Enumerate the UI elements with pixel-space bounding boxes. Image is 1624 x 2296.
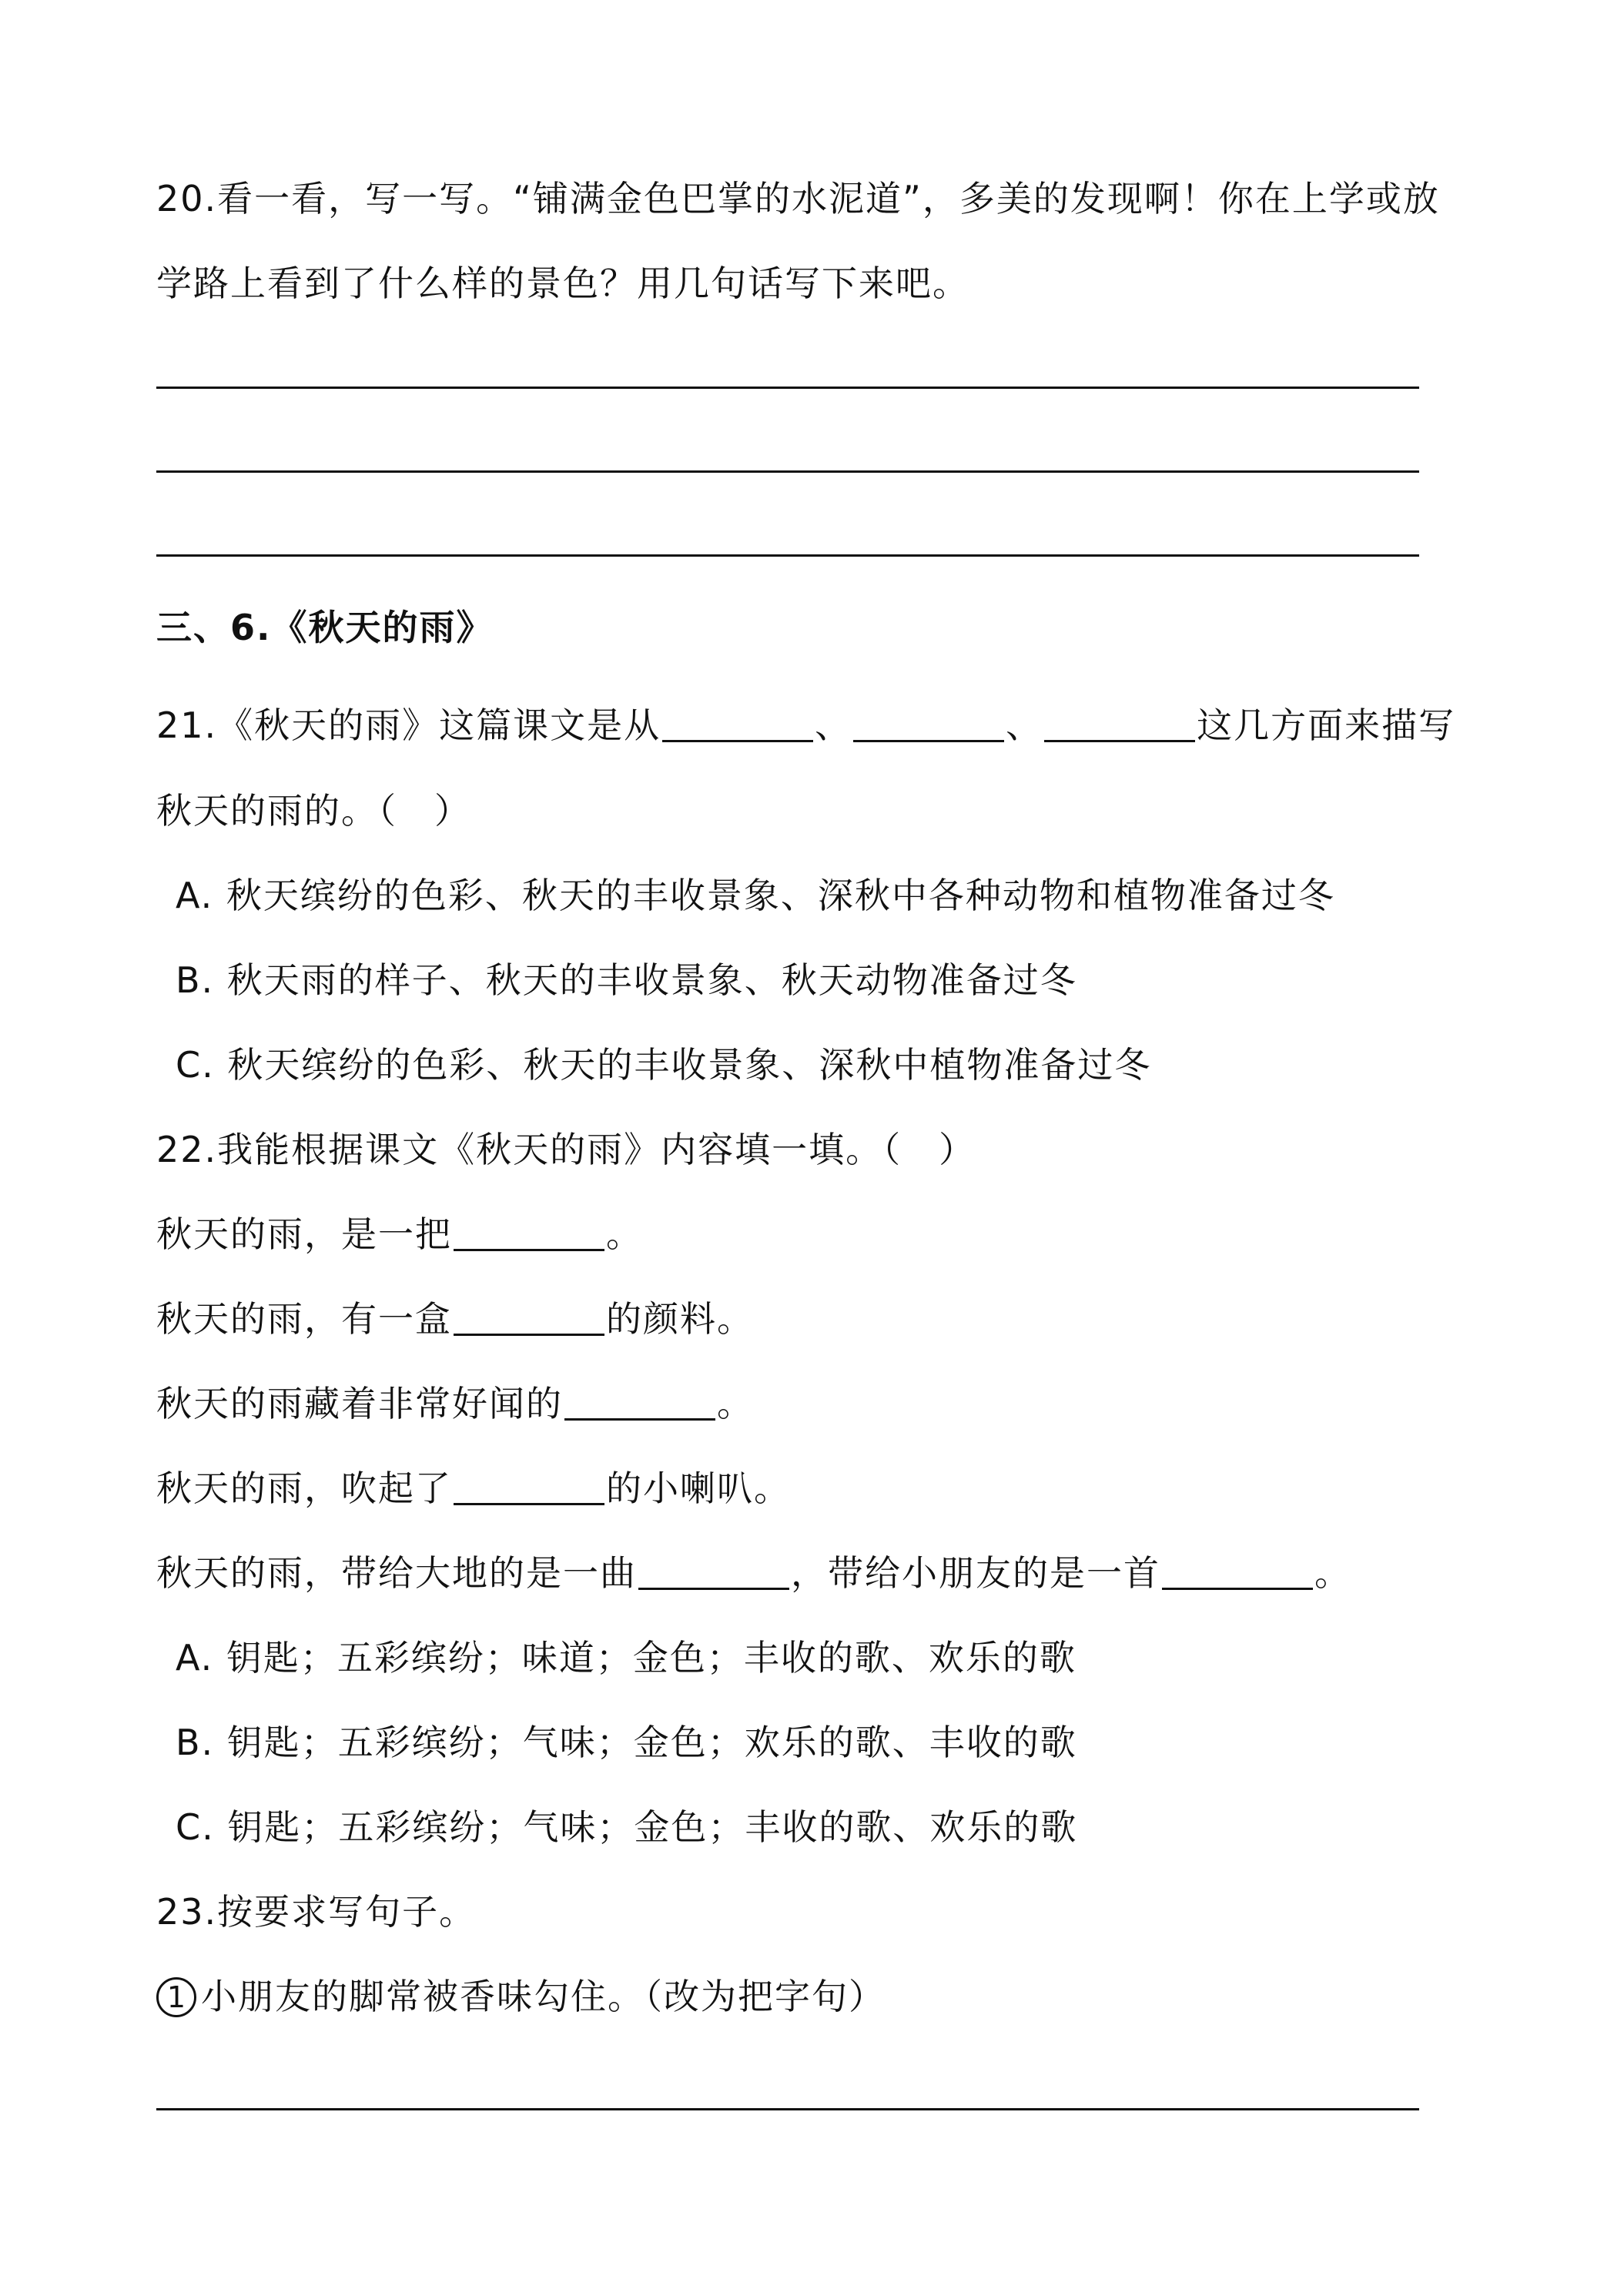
- q22-s5-text: 秋天的雨，带给大地的是一曲: [156, 1552, 637, 1594]
- q22-sentence-4: [156, 1465, 791, 1511]
- q21-option-a[interactable]: A. 秋天缤纷的色彩、秋天的丰收景象、深秋中各种动物和植物准备过冬: [176, 875, 1335, 916]
- q22-sentence-3: [156, 1381, 754, 1427]
- circled-number-1: 1: [156, 1977, 196, 2017]
- q22-option-c[interactable]: C. 钥匙；五彩缤纷；气味；金色；丰收的歌、欢乐的歌: [176, 1806, 1078, 1848]
- q21-stem-a: 21.《秋天的雨》这篇课文是从: [156, 705, 661, 746]
- answer-line-1[interactable]: [156, 387, 1419, 389]
- q22-s5-end: 。: [1314, 1552, 1351, 1594]
- q22-s3-text: 秋天的雨藏着非常好闻的: [156, 1383, 563, 1424]
- q23-item-1-text: 小朋友的脚常被香味勾住。（改为把字句）: [201, 1976, 886, 2017]
- q23-stem: 23.按要求写句子。: [156, 1891, 477, 1933]
- q22-blank-1[interactable]: [454, 1213, 604, 1251]
- q20-line1: 20.看一看，写一写。“铺满金色巴掌的水泥道”，多美的发现啊！你在上学或放: [156, 178, 1440, 219]
- q20-line2: 学路上看到了什么样的景色？用几句话写下来吧。: [156, 263, 969, 304]
- q21-sep-2: 、: [1006, 705, 1043, 746]
- q22-sentence-2: [156, 1296, 754, 1342]
- q22-blank-6[interactable]: [1162, 1552, 1313, 1590]
- q21-line1: [156, 702, 1455, 748]
- q21-blank-2[interactable]: [853, 705, 1004, 742]
- section-heading: 三、6.《秋天的雨》: [156, 607, 494, 648]
- q22-s3-end: 。: [717, 1383, 754, 1424]
- answer-line-2[interactable]: [156, 470, 1419, 473]
- q21-option-b[interactable]: B. 秋天雨的样子、秋天的丰收景象、秋天动物准备过冬: [176, 959, 1077, 1001]
- q21-option-c[interactable]: C. 秋天缤纷的色彩、秋天的丰收景象、深秋中植物准备过冬: [176, 1044, 1152, 1086]
- q22-s5-mid: ，带给小朋友的是一首: [791, 1552, 1160, 1594]
- q22-blank-5[interactable]: [638, 1552, 789, 1590]
- q22-stem: 22.我能根据课文《秋天的雨》内容填一填。（ ）: [156, 1129, 976, 1170]
- q22-s4-text: 秋天的雨，吹起了: [156, 1468, 452, 1509]
- q22-blank-3[interactable]: [564, 1383, 715, 1421]
- q22-s1-text: 秋天的雨，是一把: [156, 1213, 452, 1255]
- q21-sep-1: 、: [815, 705, 852, 746]
- q22-sentence-5: [156, 1550, 1351, 1596]
- q23-item-1: [156, 1973, 886, 2020]
- answer-line-3[interactable]: [156, 554, 1419, 557]
- q21-stem-b: 这几方面来描写: [1197, 705, 1456, 746]
- q21-line2: 秋天的雨的。（ ）: [156, 790, 471, 832]
- q22-s4-end: 的小喇叭。: [606, 1468, 791, 1509]
- q21-blank-3[interactable]: [1044, 705, 1195, 742]
- q22-option-a[interactable]: A. 钥匙；五彩缤纷；味道；金色；丰收的歌、欢乐的歌: [176, 1637, 1077, 1678]
- q22-blank-4[interactable]: [454, 1468, 604, 1505]
- q22-s2-text: 秋天的雨，有一盒: [156, 1298, 452, 1340]
- q22-blank-2[interactable]: [454, 1298, 604, 1336]
- q22-sentence-1: [156, 1211, 643, 1257]
- q22-s2-end: 的颜料。: [606, 1298, 754, 1340]
- answer-line-4[interactable]: [156, 2108, 1419, 2110]
- q22-s1-end: 。: [606, 1213, 643, 1255]
- q22-option-b[interactable]: B. 钥匙；五彩缤纷；气味；金色；欢乐的歌、丰收的歌: [176, 1722, 1077, 1763]
- q21-blank-1[interactable]: [662, 705, 813, 742]
